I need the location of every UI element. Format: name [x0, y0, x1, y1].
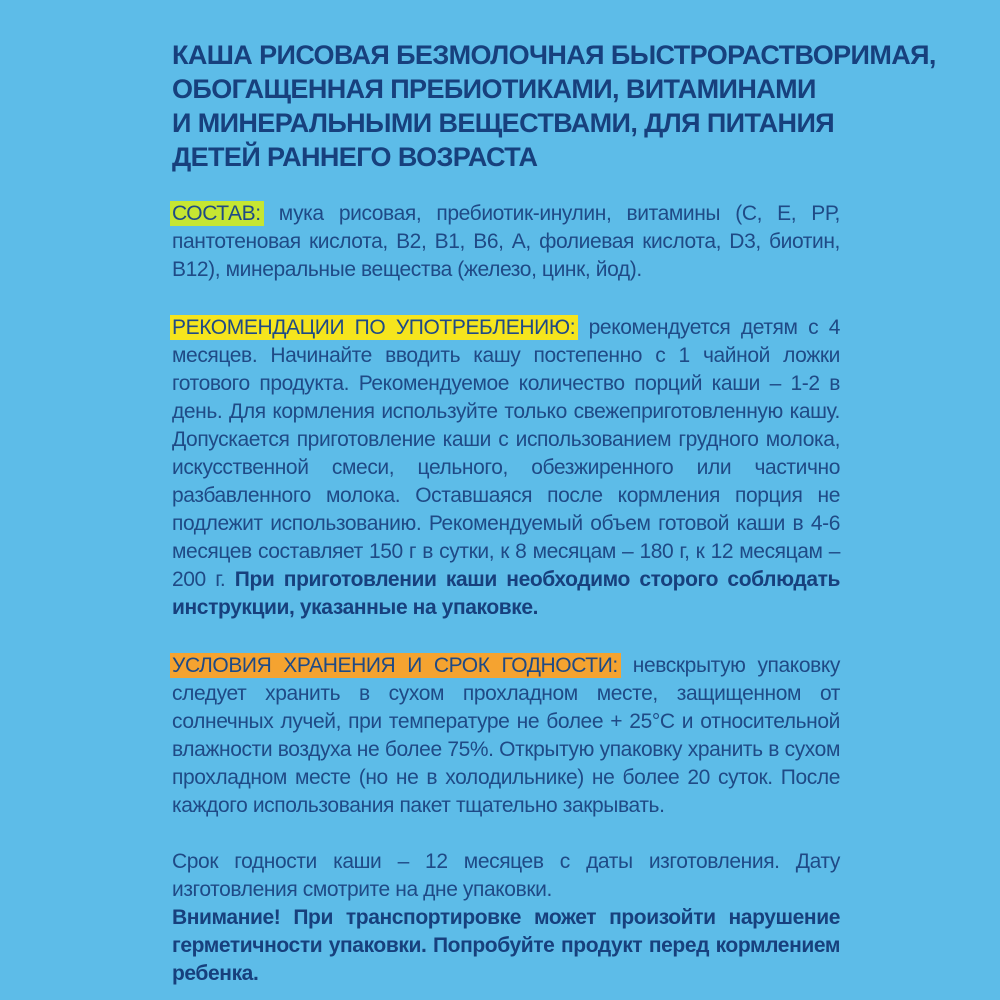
recommendations-section: [172, 314, 840, 622]
recommendations-text: рекомендуется детям с 4 месяцев. Начинайте вводить кашу постепенно с 1 чайной ложки готового продукта. Рекомендуемое количество порций каши – 1-2 в день. Для кормления используйте только свежеприготовленную кашу. Допускается приготовление каши с использованием грудного молока, искусственной смеси, цельного, обезжиренного или частично разбавленного молока. Оставшаяся после кормления порция не подлежит использованию. Рекомендуемый объем готовой каши в 4-6 месяцев составляет 150 г в сутки, к 8 месяцам – 180 г, к 12 месяцам – 200 г.: [172, 316, 840, 591]
product-title: [172, 38, 936, 174]
recommendations-label: РЕКОМЕНДАЦИИ ПО УПОТРЕБЛЕНИЮ:: [170, 315, 578, 340]
shelf-life-section: [172, 848, 840, 988]
composition-label: СОСТАВ:: [170, 201, 264, 226]
storage-label: УСЛОВИЯ ХРАНЕНИЯ И СРОК ГОДНОСТИ:: [170, 653, 621, 678]
composition-section: [172, 200, 840, 284]
product-title-line: И МИНЕРАЛЬНЫМИ ВЕЩЕСТВАМИ, ДЛЯ ПИТАНИЯ: [172, 108, 835, 138]
composition-text: мука рисовая, пребиотик-инулин, витамины (С, Е, РР, пантотеновая кислота, В2, В1, В6, А, фолиевая кислота, D3, биотин, В12), минеральные вещества (железо, цинк, йод).: [172, 202, 840, 281]
recommendations-bold-note: При приготовлении каши необходимо сторого соблюдать инструкции, указанные на упаковке.: [172, 568, 840, 619]
product-title-line: КАША РИСОВАЯ БЕЗМОЛОЧНАЯ БЫСТРОРАСТВОРИМАЯ,: [172, 40, 936, 70]
shelf-life-text: Срок годности каши – 12 месяцев с даты изготовления. Дату изготовления смотрите на дне упаковки.: [172, 850, 840, 901]
product-title-line: ДЕТЕЙ РАННЕГО ВОЗРАСТА: [172, 142, 538, 172]
product-title-line: ОБОГАЩЕННАЯ ПРЕБИОТИКАМИ, ВИТАМИНАМИ: [172, 74, 816, 104]
transport-warning: Внимание! При транспортировке может произойти нарушение герметичности упаковки. Попробуйте продукт перед кормлением ребенка.: [172, 906, 840, 985]
storage-text: невскрытую упаковку следует хранить в сухом прохладном месте, защищенном от солнечных лучей, при температуре не более + 25°С и относительной влажности воздуха не более 75%. Открытую упаковку хранить в сухом прохладном месте (но не в холодильнике) не более 20 суток. После каждого использования пакет тщательно закрывать.: [172, 654, 840, 817]
storage-section: [172, 652, 840, 820]
